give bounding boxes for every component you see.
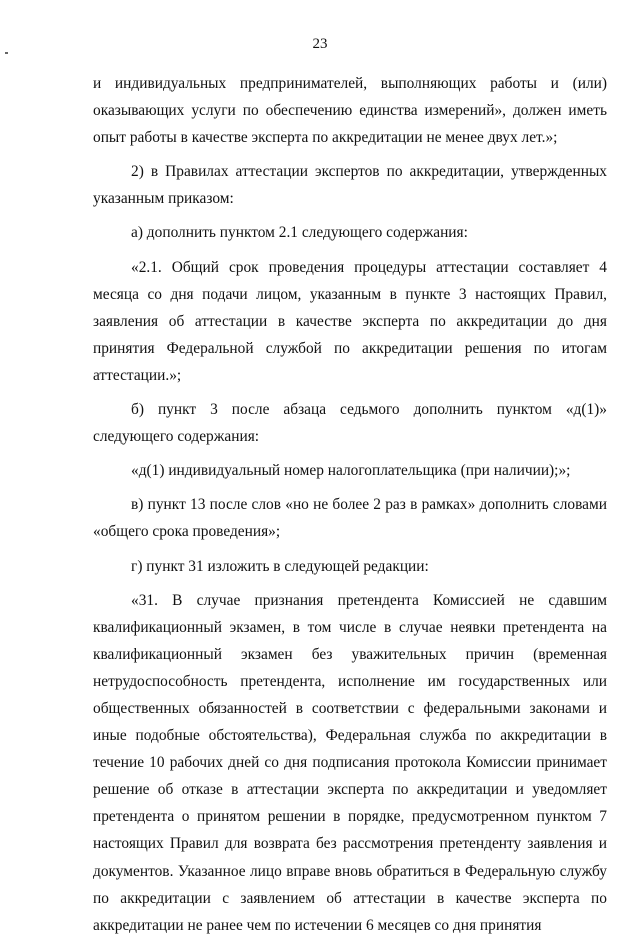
page-number: 23 bbox=[312, 36, 328, 52]
paragraph-subitem-a: а) дополнить пунктом 2.1 следующего содержания: bbox=[131, 224, 468, 242]
paragraph-quote-31: «31. В случае признания претендента Комиссией не сдавшим квалификационный экзамен, в том числе в случае неявки претендента на квалификационный экзамен без уважительных причин (временная нетрудоспособность претендента, исполнение им государственных или общественных обязанностей в соответствии с федеральными законами и иные подобные обстоятельства), Федеральная служба по аккредитации в течение 10 рабочих дней со дня подписания протокола Комиссии принимает решение об отказе в аттестации эксперта по аккредитации и уведомляет претендента о принятом решении в порядке, предусмотренном пунктом 7 настоящих Правил для возврата без рассмотрения претенденту заявления и документов. Указанное лицо вправе вновь обратиться в Федеральную службу по аккредитации с заявлением об аттестации в качестве эксперта по аккредитации не ранее чем по истечении 6 месяцев со дня принятия bbox=[93, 591, 607, 934]
paragraph-subitem-v: в) пункт 13 после слов «но не более 2 раз в рамках» дополнить словами «общего срока проведения»; bbox=[93, 496, 607, 541]
paragraph-subitem-g: г) пункт 31 изложить в следующей редакции: bbox=[131, 557, 429, 575]
paragraph-quote-2-1: «2.1. Общий срок проведения процедуры аттестации составляет 4 месяца со дня подачи лицом, указанным в пункте 3 настоящих Правил, заявления об аттестации в качестве эксперта по аккредитации до дня принятия Федеральной службой по аккредитации решения по итогам аттестации.»; bbox=[93, 258, 607, 384]
paragraph-quote-d1: «д(1) индивидуальный номер налогоплательщика (при наличии);»; bbox=[131, 462, 571, 480]
paragraph-subitem-b: б) пункт 3 после абзаца седьмого дополнить пунктом «д(1)» следующего содержания: bbox=[93, 401, 607, 446]
document-body bbox=[93, 70, 607, 939]
paragraph-continuation: и индивидуальных предпринимателей, выполняющих работы и (или) оказывающих услуги по обеспечению единства измерений», должен иметь опыт работы в качестве эксперта по аккредитации не менее двух лет.»; bbox=[93, 75, 607, 147]
paragraph-item-2: 2) в Правилах аттестации экспертов по аккредитации, утвержденных указанным приказом: bbox=[93, 163, 607, 208]
